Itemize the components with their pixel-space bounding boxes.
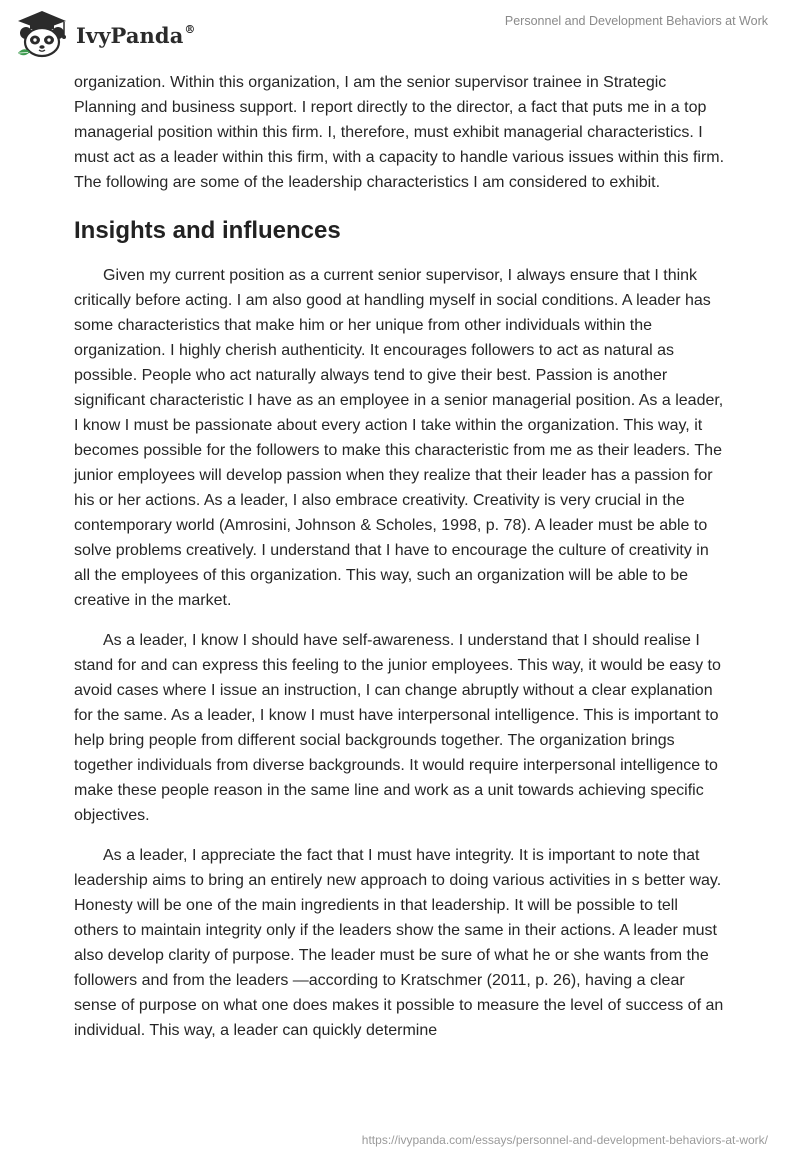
logo-wordmark — [76, 23, 196, 48]
page-header — [0, 0, 800, 70]
body-paragraph: Given my current position as a current senior supervisor, I always ensure that I think critically before acting. I am also good at handling myself in social conditions. A leader has some characteristics that make him or her unique from other individuals within the organization. I highly cherish authenticity. It encourages followers to act as natural as possible. People who act naturally always tend to give their best. Passion is another significant characteristic I have as an employee in a senior managerial position. As a leader, I know I must be passionate about every action I take within the organization. This way, it becomes possible for the followers to make this characteristic from me as their leaders. The junior employees will develop passion when they realize that their leader has a passion for his or her actions. As a leader, I also embrace creativity. Creativity is very crucial in the contemporary world (Amrosini, Johnson & Scholes, 1998, p. 78). A leader must be able to solve problems creatively. I understand that I have to encourage the culture of creativity in all the employees of this organization. This way, such an organization will be able to be creative in the market. — [74, 267, 724, 609]
logo-name: IvyPanda — [76, 22, 184, 48]
intro-paragraph: organization. Within this organization, I am the senior supervisor trainee in Strategic Planning and business support. I report directly to the director, a fact that puts me in a top managerial position within this firm. I, therefore, must exhibit managerial characteristics. I must act as a leader within this firm, with a capacity to handle various issues within this firm. The following are some of the leadership characteristics I am considered to exhibit. — [74, 74, 725, 191]
source-url[interactable]: https://ivypanda.com/essays/personnel-and-development-behaviors-at-work/ — [361, 1133, 768, 1147]
ivypanda-logo[interactable] — [14, 8, 196, 60]
body-paragraph: As a leader, I appreciate the fact that I must have integrity. It is important to note that leadership aims to bring an entirely new approach to doing various activities in s better way. Honesty will be one of the main ingredients in that leadership. It will be possible to tell others to maintain integrity only if the leaders show the same in their actions. A leader must also develop clarity of purpose. The leader must be sure of what he or she wants from the followers and from the leaders —according to Kratschmer (2011, p. 26), having a clear sense of purpose on what one does makes it possible to measure the level of success of an individual. This way, a leader can quickly determine — [74, 847, 724, 1039]
document-title: Personnel and Development Behaviors at Work — [504, 14, 768, 28]
panda-graduate-icon — [14, 8, 70, 60]
section-heading: Insights and influences — [74, 217, 341, 244]
essay-body — [74, 70, 726, 1058]
logo-registered-mark: ® — [184, 22, 196, 36]
body-paragraph: As a leader, I know I should have self-awareness. I understand that I should realise I stand for and can express this feeling to the junior employees. This way, it would be easy to avoid cases where I issue an instruction, I can change abruptly without a clear explanation for the same. As a leader, I know I must have interpersonal intelligence. This is important to help bring people from different social backgrounds together. The organization brings together individuals from diverse backgrounds. It would require interpersonal intelligence to make these people reason in the same line and work as a unit towards achieving specific objectives. — [74, 632, 721, 824]
